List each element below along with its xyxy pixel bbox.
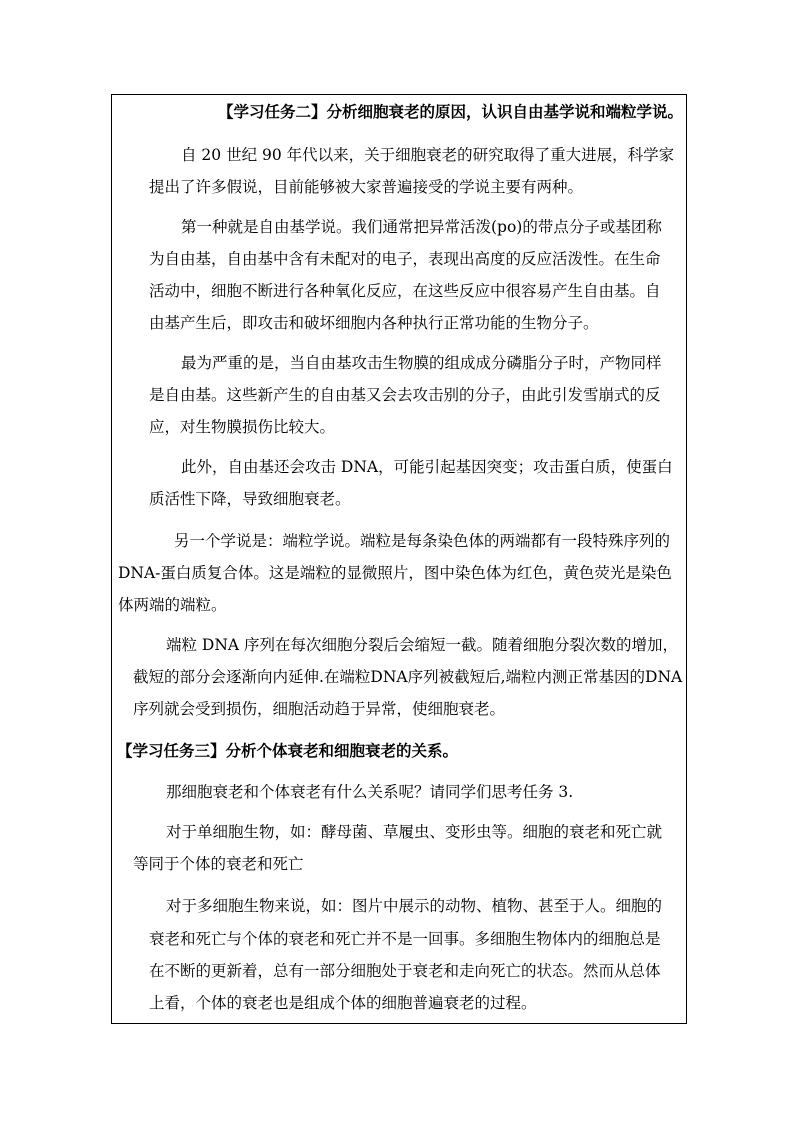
task2-p4-line1: 此外，自由基还会攻击 DNA，可能引起基因突变；攻击蛋白质，使蛋白 bbox=[181, 458, 673, 476]
task3-p3-line2: 衰老和死亡与个体的衰老和死亡并不是一回事。多细胞生物体内的细胞总是 bbox=[149, 930, 661, 948]
task2-p6-line1: 端粒 DNA 序列在每次细胞分裂后会缩短一截。随着细胞分裂次数的增加， bbox=[166, 636, 679, 654]
task3-p1-line1: 那细胞衰老和个体衰老有什么关系呢？请同学们思考任务 3. bbox=[166, 783, 574, 801]
task2-p5-line2: DNA-蛋白质复合体。这是端粒的显微照片，图中染色体为红色，黄色荧光是染色 bbox=[118, 564, 672, 582]
task2-p5-line1: 另一个学说是：端粒学说。端粒是每条染色体的两端都有一段特殊序列的 bbox=[174, 532, 671, 550]
task3-heading: 【学习任务三】分析个体衰老和细胞衰老的关系。 bbox=[117, 741, 459, 760]
task2-p2-line3: 活动中，细胞不断进行各种氧化反应，在这些反应中很容易产生自由基。自 bbox=[149, 282, 661, 300]
task2-p3-line1: 最为严重的是，当自由基攻击生物膜的组成成分磷脂分子时，产物同样 bbox=[181, 354, 662, 372]
task2-p1-line1: 自 20 世纪 90 年代以来，关于细胞衰老的研究取得了重大进展，科学家 bbox=[181, 146, 675, 164]
task3-p3-line3: 在不断的更新着，总有一部分细胞处于衰老和走向死亡的状态。然而从总体 bbox=[149, 962, 661, 980]
task2-p6-line3: 序列就会受到损伤，细胞活动趋于异常，使细胞衰老。 bbox=[133, 700, 506, 718]
task2-p3-line2: 是自由基。这些新产生的自由基又会去攻击别的分子，由此引发雪崩式的反 bbox=[149, 386, 661, 404]
task2-p2-line1: 第一种就是自由基学说。我们通常把异常活泼(po)的带点分子或基团称 bbox=[181, 218, 662, 236]
task3-p3-line4: 上看，个体的衰老也是组成个体的细胞普遍衰老的过程。 bbox=[149, 994, 537, 1012]
task2-p2-line2: 为自由基，自由基中含有未配对的电子，表现出高度的反应活泼性。在生命 bbox=[149, 250, 661, 268]
task3-p2-line2: 等同于个体的衰老和死亡 bbox=[133, 855, 304, 873]
task3-p2-line1: 对于单细胞生物，如：酵母菌、草履虫、变形虫等。细胞的衰老和死亡就 bbox=[166, 823, 663, 841]
task2-p4-line2: 质活性下降，导致细胞衰老。 bbox=[149, 490, 351, 508]
task3-p3-line1: 对于多细胞生物来说，如：图片中展示的动物、植物、甚至于人。细胞的 bbox=[166, 897, 663, 915]
task2-p6-line2: 截短的部分会逐渐向内延伸.在端粒DNA序列被截短后,端粒内测正常基因的DNA bbox=[133, 668, 683, 686]
task2-p5-line3: 体两端的端粒。 bbox=[118, 596, 227, 614]
task2-p3-line3: 应，对生物膜损伤比较大。 bbox=[149, 418, 336, 436]
task2-p1-line2: 提出了许多假说，目前能够被大家普遍接受的学说主要有两种。 bbox=[149, 178, 584, 196]
task2-p2-line4: 由基产生后，即攻击和破坏细胞内各种执行正常功能的生物分子。 bbox=[149, 314, 599, 332]
task2-heading: 【学习任务二】分析细胞衰老的原因，认识自由基学说和端粒学说。 bbox=[218, 102, 684, 121]
